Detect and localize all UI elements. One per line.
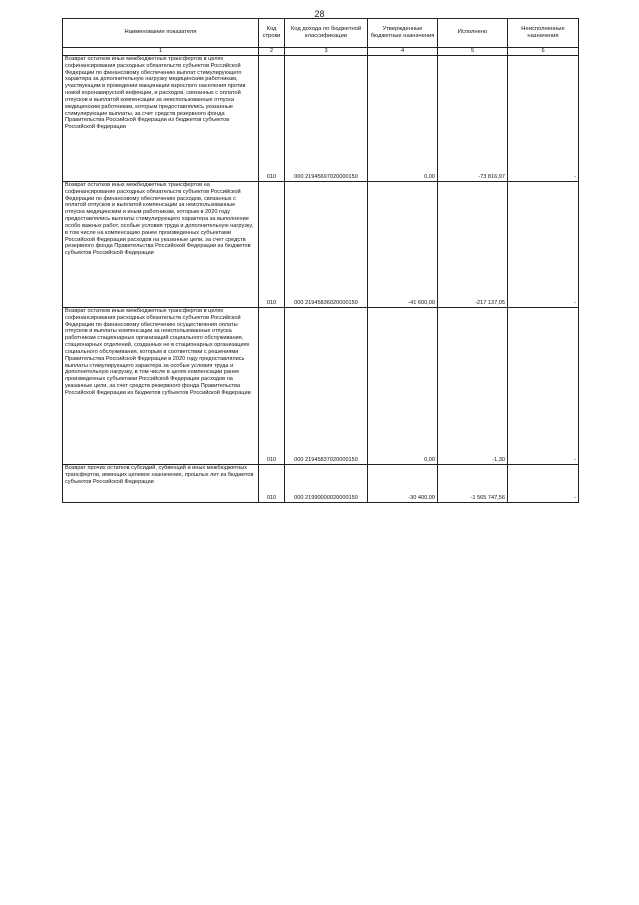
table-row	[63, 308, 579, 465]
income-code: 000 21945836020000150	[285, 182, 368, 308]
line-code: 010	[259, 56, 285, 182]
column-number: 1	[63, 48, 259, 56]
income-code: 000 21990000020000150	[285, 465, 368, 503]
approved-amount: -41 600,00	[368, 182, 438, 308]
header-income-code: Код дохода по бюджетной классификации	[285, 19, 368, 48]
indicator-name: Возврат остатков иных межбюджетных трансфертов на софинансирование расходных обязательств субъектов Российской Федерации по финансовому обеспечению расходов, связанных с оплатой отпусков и выплатой компенсации за неиспользованные отпуска медицинским и иным работникам, которым в 2020 году предоставлялись выплаты стимулирующего характера за выполнение особо важных работ, особые условия труда и дополнительную нагрузку, в том числе на компенсацию ранее произведенных субъектами Российской Федерации расходов на указанные цели, за счет средств резервного фонда Правительства Российской Федерации из бюджетов субъектов Российской Федерации	[63, 182, 259, 308]
header-indicator-name: Наименование показателя	[63, 19, 259, 48]
unexecuted-amount: -	[508, 308, 579, 465]
executed-amount: -73 816,97	[438, 56, 508, 182]
page-number: 28	[314, 9, 325, 19]
column-number: 2	[259, 48, 285, 56]
column-number: 4	[368, 48, 438, 56]
table-row	[63, 465, 579, 503]
indicator-name: Возврат остатков иных межбюджетных трансфертов в целях софинансирования расходных обязательств субъектов Российской Федерации по финансовому обеспечению осуществления оплаты отпусков и выплаты компенсации за неиспользованные отпуска работникам стационарных организаций социального обслуживания, стационарных отделений, созданных не в стационарных организациях социального обслуживания, которым в соответствии с решениями Правительства Российской Федерации в 2020 году предоставлялись выплаты стимулирующего характера за особые условия труда и дополнительную нагрузку, в том числе в целях компенсации ранее произведенных субъектами Российской Федерации расходов на указанные цели, за счет средств резервного фонда Правительства Российской Федерации из бюджетов субъектов Российской Федерации	[63, 308, 259, 465]
executed-amount: -217 137,05	[438, 182, 508, 308]
indicator-name: Возврат прочих остатков субсидий, субвенций и иных межбюджетных трансфертов, имеющих целевое назначение, прошлых лет из бюджетов субъектов Российской Федерации	[63, 465, 259, 503]
unexecuted-amount: -	[508, 465, 579, 503]
line-code: 010	[259, 465, 285, 503]
income-code: 000 21945837020000150	[285, 308, 368, 465]
column-number: 5	[438, 48, 508, 56]
executed-amount: -1,30	[438, 308, 508, 465]
header-line-code: Код строки	[259, 19, 285, 48]
approved-amount: 0,00	[368, 308, 438, 465]
table-row	[63, 182, 579, 308]
header-row	[63, 19, 579, 48]
column-number-row	[63, 48, 579, 56]
header-approved: Утвержденные бюджетные назначения	[368, 19, 438, 48]
column-number: 3	[285, 48, 368, 56]
approved-amount: 0,00	[368, 56, 438, 182]
income-code: 000 21945697020000150	[285, 56, 368, 182]
approved-amount: -30 400,00	[368, 465, 438, 503]
header-executed: Исполнено	[438, 19, 508, 48]
line-code: 010	[259, 308, 285, 465]
column-number: 6	[508, 48, 579, 56]
indicator-name: Возврат остатков иных межбюджетных трансфертов в целях софинансирования расходных обязательств субъектов Российской Федерации по финансовому обеспечению выплат стимулирующего характера за дополнительную нагрузку медицинским работникам, участвующим в проведении вакцинации взрослого населения против новой коронавирусной инфекции, и расходов, связанных с оплатой отпусков и выплатой компенсации за неиспользованные отпуска медицинским работникам, которым предоставлялись указанные стимулирующие выплаты, за счет средств резервного фонда Правительства Российской Федерации из бюджетов субъектов Российской Федерации	[63, 56, 259, 182]
line-code: 010	[259, 182, 285, 308]
budget-execution-table	[62, 18, 579, 503]
table-row	[63, 56, 579, 182]
unexecuted-amount: -	[508, 182, 579, 308]
unexecuted-amount: -	[508, 56, 579, 182]
executed-amount: -1 565 747,56	[438, 465, 508, 503]
header-unexecuted: Неисполненные назначения	[508, 19, 579, 48]
